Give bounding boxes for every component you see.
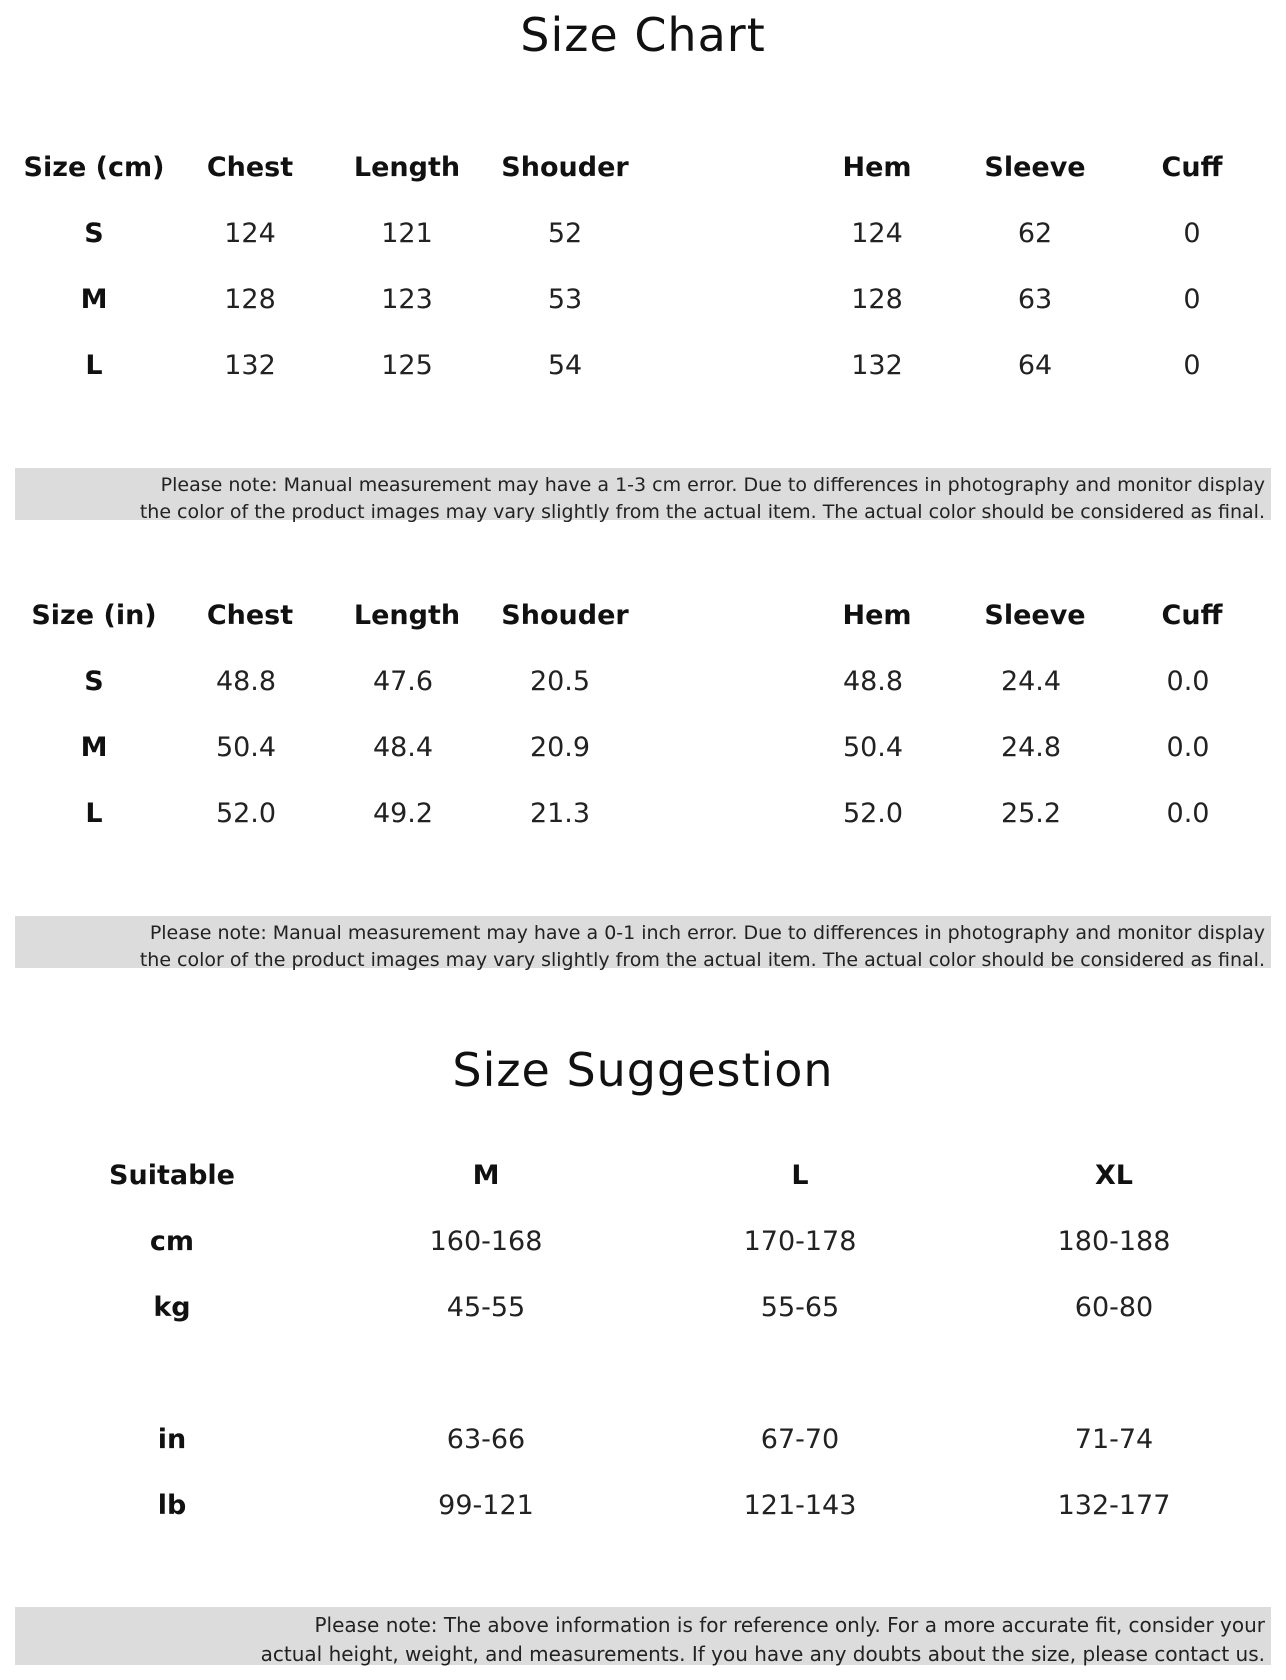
column-header-sleeve: Sleeve — [984, 152, 1086, 183]
column-header-sleeve: Sleeve — [984, 600, 1086, 631]
suggestion-cell: 170-178 — [743, 1226, 857, 1257]
table-cell: 49.2 — [372, 798, 434, 829]
table-cell: 48.8 — [842, 666, 904, 697]
note-line: actual height, weight, and measurements. If you have any doubts about the size, please contact us. — [260, 1642, 1265, 1666]
table-cell: 132 — [851, 350, 903, 381]
suggestion-cell: 99-121 — [438, 1490, 534, 1521]
table-cell: 123 — [381, 284, 433, 315]
suggestion-cell: 71-74 — [1074, 1424, 1154, 1455]
table-cell: 0.0 — [1166, 732, 1210, 763]
table-cell: 125 — [381, 350, 433, 381]
table-cell: 24.4 — [1000, 666, 1062, 697]
table-cell: 54 — [547, 350, 583, 381]
table-cell: 0 — [1183, 350, 1201, 381]
table-cell: 48.4 — [372, 732, 434, 763]
table-cell: 128 — [851, 284, 903, 315]
table-cell: 25.2 — [1000, 798, 1062, 829]
note-line: Please note: The above information is for reference only. For a more accurate fit, consider your — [314, 1613, 1265, 1637]
table-cell: 50.4 — [842, 732, 904, 763]
column-header-shoulder: Shouder — [501, 152, 629, 183]
table-cell: 128 — [224, 284, 276, 315]
table-cell: 50.4 — [215, 732, 277, 763]
column-header-cuff: Cuff — [1161, 152, 1223, 183]
table-cell: 132 — [224, 350, 276, 381]
table-cell: 21.3 — [529, 798, 591, 829]
table-cell: 52.0 — [215, 798, 277, 829]
table-cell: 53 — [547, 284, 583, 315]
column-header-length: Length — [353, 600, 461, 631]
table-header-size-cm: Size (cm) — [23, 152, 165, 183]
table-cell: 24.8 — [1000, 732, 1062, 763]
table-cell: 47.6 — [372, 666, 434, 697]
table-cell: 20.9 — [529, 732, 591, 763]
suggestion-row-label: lb — [157, 1490, 187, 1521]
column-header-length: Length — [353, 152, 461, 183]
note-line: the color of the product images may vary slightly from the actual item. The actual color should be considered as final. — [139, 949, 1265, 971]
column-header-chest: Chest — [206, 152, 294, 183]
table-cell: 0.0 — [1166, 798, 1210, 829]
table-cell: 124 — [851, 218, 903, 249]
suggestion-row-label: cm — [149, 1226, 195, 1257]
suggestion-cell: 180-188 — [1057, 1226, 1171, 1257]
suggestion-cell: 67-70 — [760, 1424, 840, 1455]
table-cell: 63 — [1017, 284, 1053, 315]
row-label-size: S — [84, 666, 104, 697]
size-chart-title: Size Chart — [520, 8, 766, 62]
column-header-hem: Hem — [842, 600, 912, 631]
suggestion-cell: 55-65 — [760, 1292, 840, 1323]
column-header-hem: Hem — [842, 152, 912, 183]
suggestion-cell: 63-66 — [446, 1424, 526, 1455]
column-header-chest: Chest — [206, 600, 294, 631]
table-cell: 0 — [1183, 218, 1201, 249]
table-cell: 64 — [1017, 350, 1053, 381]
table-cell: 124 — [224, 218, 276, 249]
row-label-size: M — [80, 284, 108, 315]
reference-note — [15, 1607, 1271, 1665]
row-label-size: L — [85, 798, 103, 829]
table-cell: 0 — [1183, 284, 1201, 315]
suggestion-cell: 60-80 — [1074, 1292, 1154, 1323]
suggestion-cell: 160-168 — [429, 1226, 543, 1257]
table-cell: 62 — [1017, 218, 1053, 249]
table-cell: 0.0 — [1166, 666, 1210, 697]
note-line: Please note: Manual measurement may have a 1-3 cm error. Due to differences in photography and monitor display — [160, 474, 1265, 496]
suggestion-header-size: XL — [1094, 1160, 1134, 1191]
row-label-size: L — [85, 350, 103, 381]
table-cell: 20.5 — [529, 666, 591, 697]
table-cell: 48.8 — [215, 666, 277, 697]
row-label-size: S — [84, 218, 104, 249]
table-cell: 52.0 — [842, 798, 904, 829]
suggestion-cell: 45-55 — [446, 1292, 526, 1323]
table-header-size-in: Size (in) — [31, 600, 157, 631]
suggestion-cell: 121-143 — [743, 1490, 857, 1521]
suggestion-cell: 132-177 — [1057, 1490, 1171, 1521]
size-suggestion-title: Size Suggestion — [452, 1043, 834, 1097]
measurement-note-cm — [15, 468, 1271, 523]
suggestion-header-suitable: Suitable — [109, 1160, 235, 1191]
suggestion-row-label: kg — [153, 1292, 191, 1323]
table-cell: 121 — [381, 218, 433, 249]
note-line: the color of the product images may vary slightly from the actual item. The actual color should be considered as final. — [139, 501, 1265, 523]
suggestion-header-size: M — [472, 1160, 500, 1191]
row-label-size: M — [80, 732, 108, 763]
suggestion-header-size: L — [791, 1160, 809, 1191]
suggestion-row-label: in — [157, 1424, 187, 1455]
note-line: Please note: Manual measurement may have a 0-1 inch error. Due to differences in photography and monitor display — [149, 922, 1265, 944]
table-cell: 52 — [547, 218, 583, 249]
measurement-note-in — [15, 916, 1271, 971]
column-header-cuff: Cuff — [1161, 600, 1223, 631]
column-header-shoulder: Shouder — [501, 600, 629, 631]
